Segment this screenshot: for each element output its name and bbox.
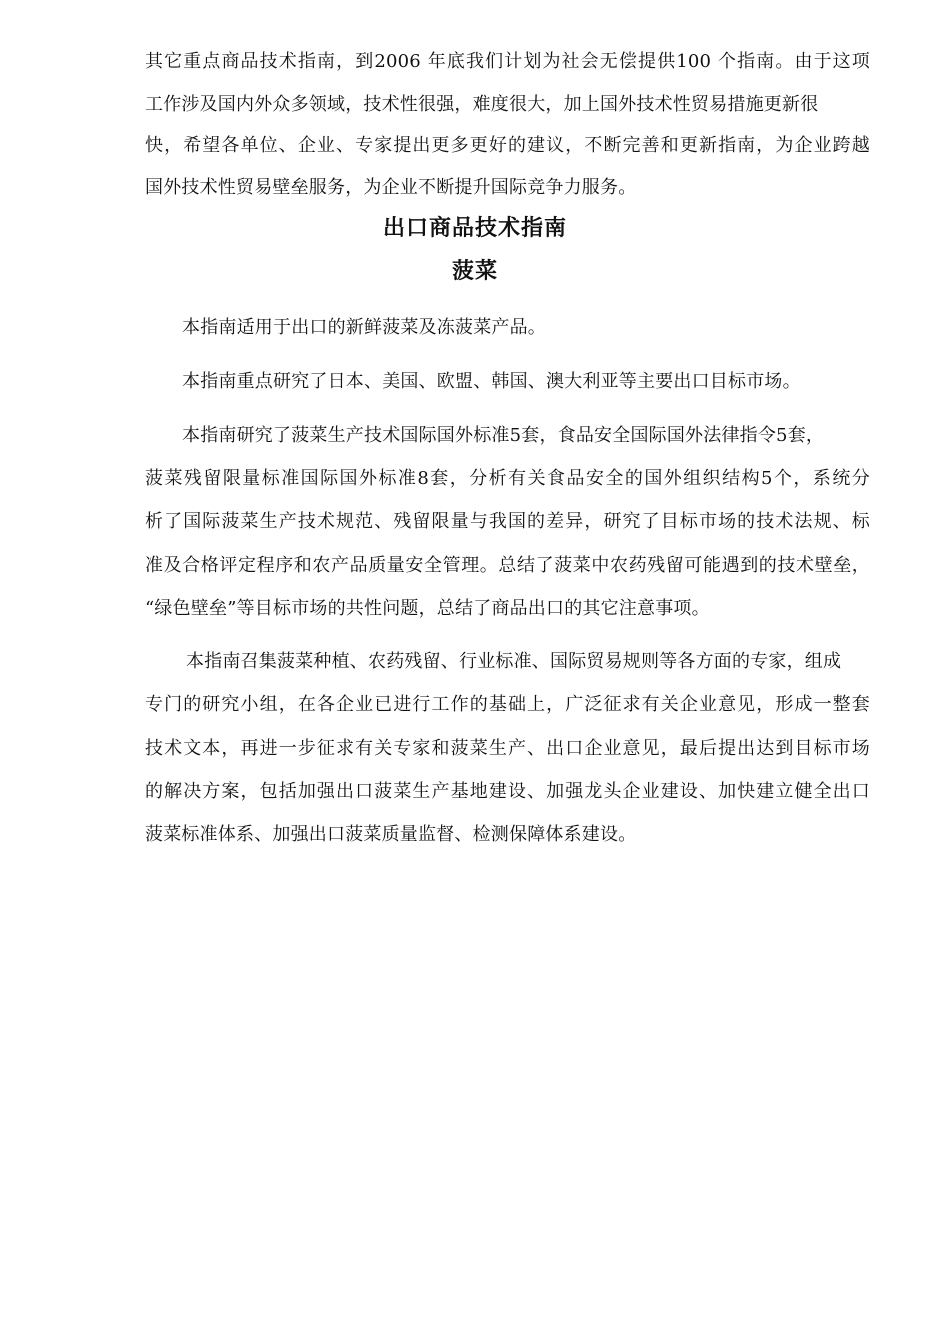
research-line-5: “绿色壁垒”等目标市场的共性问题，总结了商品出口的其它注意事项。 [145,598,710,619]
research-line-3: 析了国际菠菜生产技术规范、残留限量与我国的差异，研究了目标市场的技术法规、标 [145,511,870,532]
intro-line-3: 快，希望各单位、企业、专家提出更多更好的建议，不断完善和更新指南，为企业跨越 [145,135,870,156]
document-subtitle: 菠菜 [451,259,498,284]
markets-paragraph: 本指南重点研究了日本、美国、欧盟、韩国、澳大利亚等主要出口目标市场。 [182,371,801,392]
experts-line-3: 技术文本，再进一步征求有关专家和菠菜生产、出口企业意见，最后提出达到目标市场 [145,738,870,759]
research-line-2: 菠菜残留限量标准国际国外标准8套，分析有关食品安全的国外组织结构5个，系统分 [145,468,870,489]
research-line-4: 准及合格评定程序和农产品质量安全管理。总结了菠菜中农药残留可能遇到的技术壁垒， [145,555,870,576]
experts-line-4: 的解决方案，包括加强出口菠菜生产基地建设、加强龙头企业建设、加快建立健全出口 [145,781,870,802]
scope-paragraph: 本指南适用于出口的新鲜菠菜及冻菠菜产品。 [182,317,546,338]
intro-line-2: 工作涉及国内外众多领域，技术性很强，难度很大，加上国外技术性贸易措施更新很 [145,94,819,115]
experts-line-5: 菠菜标准体系、加强出口菠菜质量监督、检测保障体系建设。 [145,824,637,845]
intro-line-1: 其它重点商品技术指南，到2006 年底我们计划为社会无偿提供100 个指南。由于这项 [145,51,870,72]
experts-line-1: 本指南召集菠菜种植、农药残留、行业标准、国际贸易规则等各方面的专家，组成 [186,651,842,672]
research-line-1: 本指南研究了菠菜生产技术国际国外标准5套，食品安全国际国外法律指令5套， [182,425,825,446]
document-title: 出口商品技术指南 [382,216,567,241]
experts-line-2: 专门的研究小组，在各企业已进行工作的基础上，广泛征求有关企业意见，形成一整套 [145,694,870,715]
intro-line-4: 国外技术性贸易壁垒服务，为企业不断提升国际竞争力服务。 [145,177,637,198]
